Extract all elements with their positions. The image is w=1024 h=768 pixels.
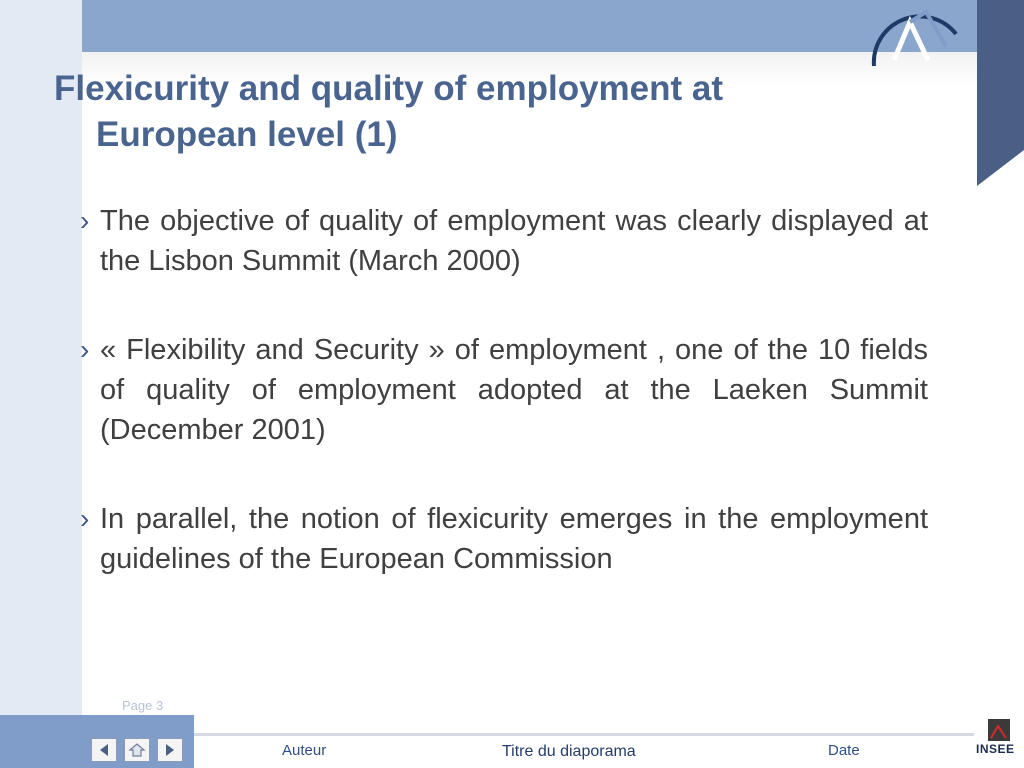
bullet-item: [80, 330, 928, 450]
page-number: Page 3: [122, 698, 164, 713]
footer-date: Date: [828, 742, 860, 759]
slide-title-line2: European level (1): [96, 115, 398, 154]
bullet-text: « Flexibility and Security » of employment , one of the 10 fields of quality of employment adopted at the Laeken Summit (December 2001): [100, 334, 928, 446]
bullet-text: In parallel, the notion of flexicurity emerges in the employment guidelines of the European Commission: [100, 503, 928, 575]
slide-title-line1: Flexicurity and quality of employment at: [54, 69, 724, 108]
insee-logo-text: INSEE: [976, 742, 1015, 756]
arrow-left-icon: [98, 743, 110, 757]
home-icon: [128, 742, 146, 758]
bullet-marker: ›: [80, 503, 90, 534]
right-bar: [977, 0, 1024, 150]
bullet-list: [80, 201, 928, 628]
footer-divider: [194, 733, 974, 736]
insee-logo-icon: [978, 716, 1018, 766]
home-button[interactable]: [124, 738, 150, 762]
next-slide-button[interactable]: [157, 738, 183, 762]
bullet-text: The objective of quality of employment was clearly displayed at the Lisbon Summit (March 2000): [100, 205, 928, 277]
theme-logo-icon: [866, 4, 970, 74]
bullet-item: [80, 499, 928, 579]
bullet-marker: ›: [80, 334, 90, 365]
slide-title: [54, 66, 854, 158]
footer-author: Auteur: [282, 742, 327, 759]
prev-slide-button[interactable]: [91, 738, 117, 762]
arrow-right-icon: [164, 743, 176, 757]
footer-presentation-title: Titre du diaporama: [502, 743, 636, 760]
right-bar-corner: [977, 150, 1024, 186]
top-bar: [82, 0, 977, 52]
bullet-item: [80, 201, 928, 281]
bullet-marker: ›: [80, 205, 90, 236]
